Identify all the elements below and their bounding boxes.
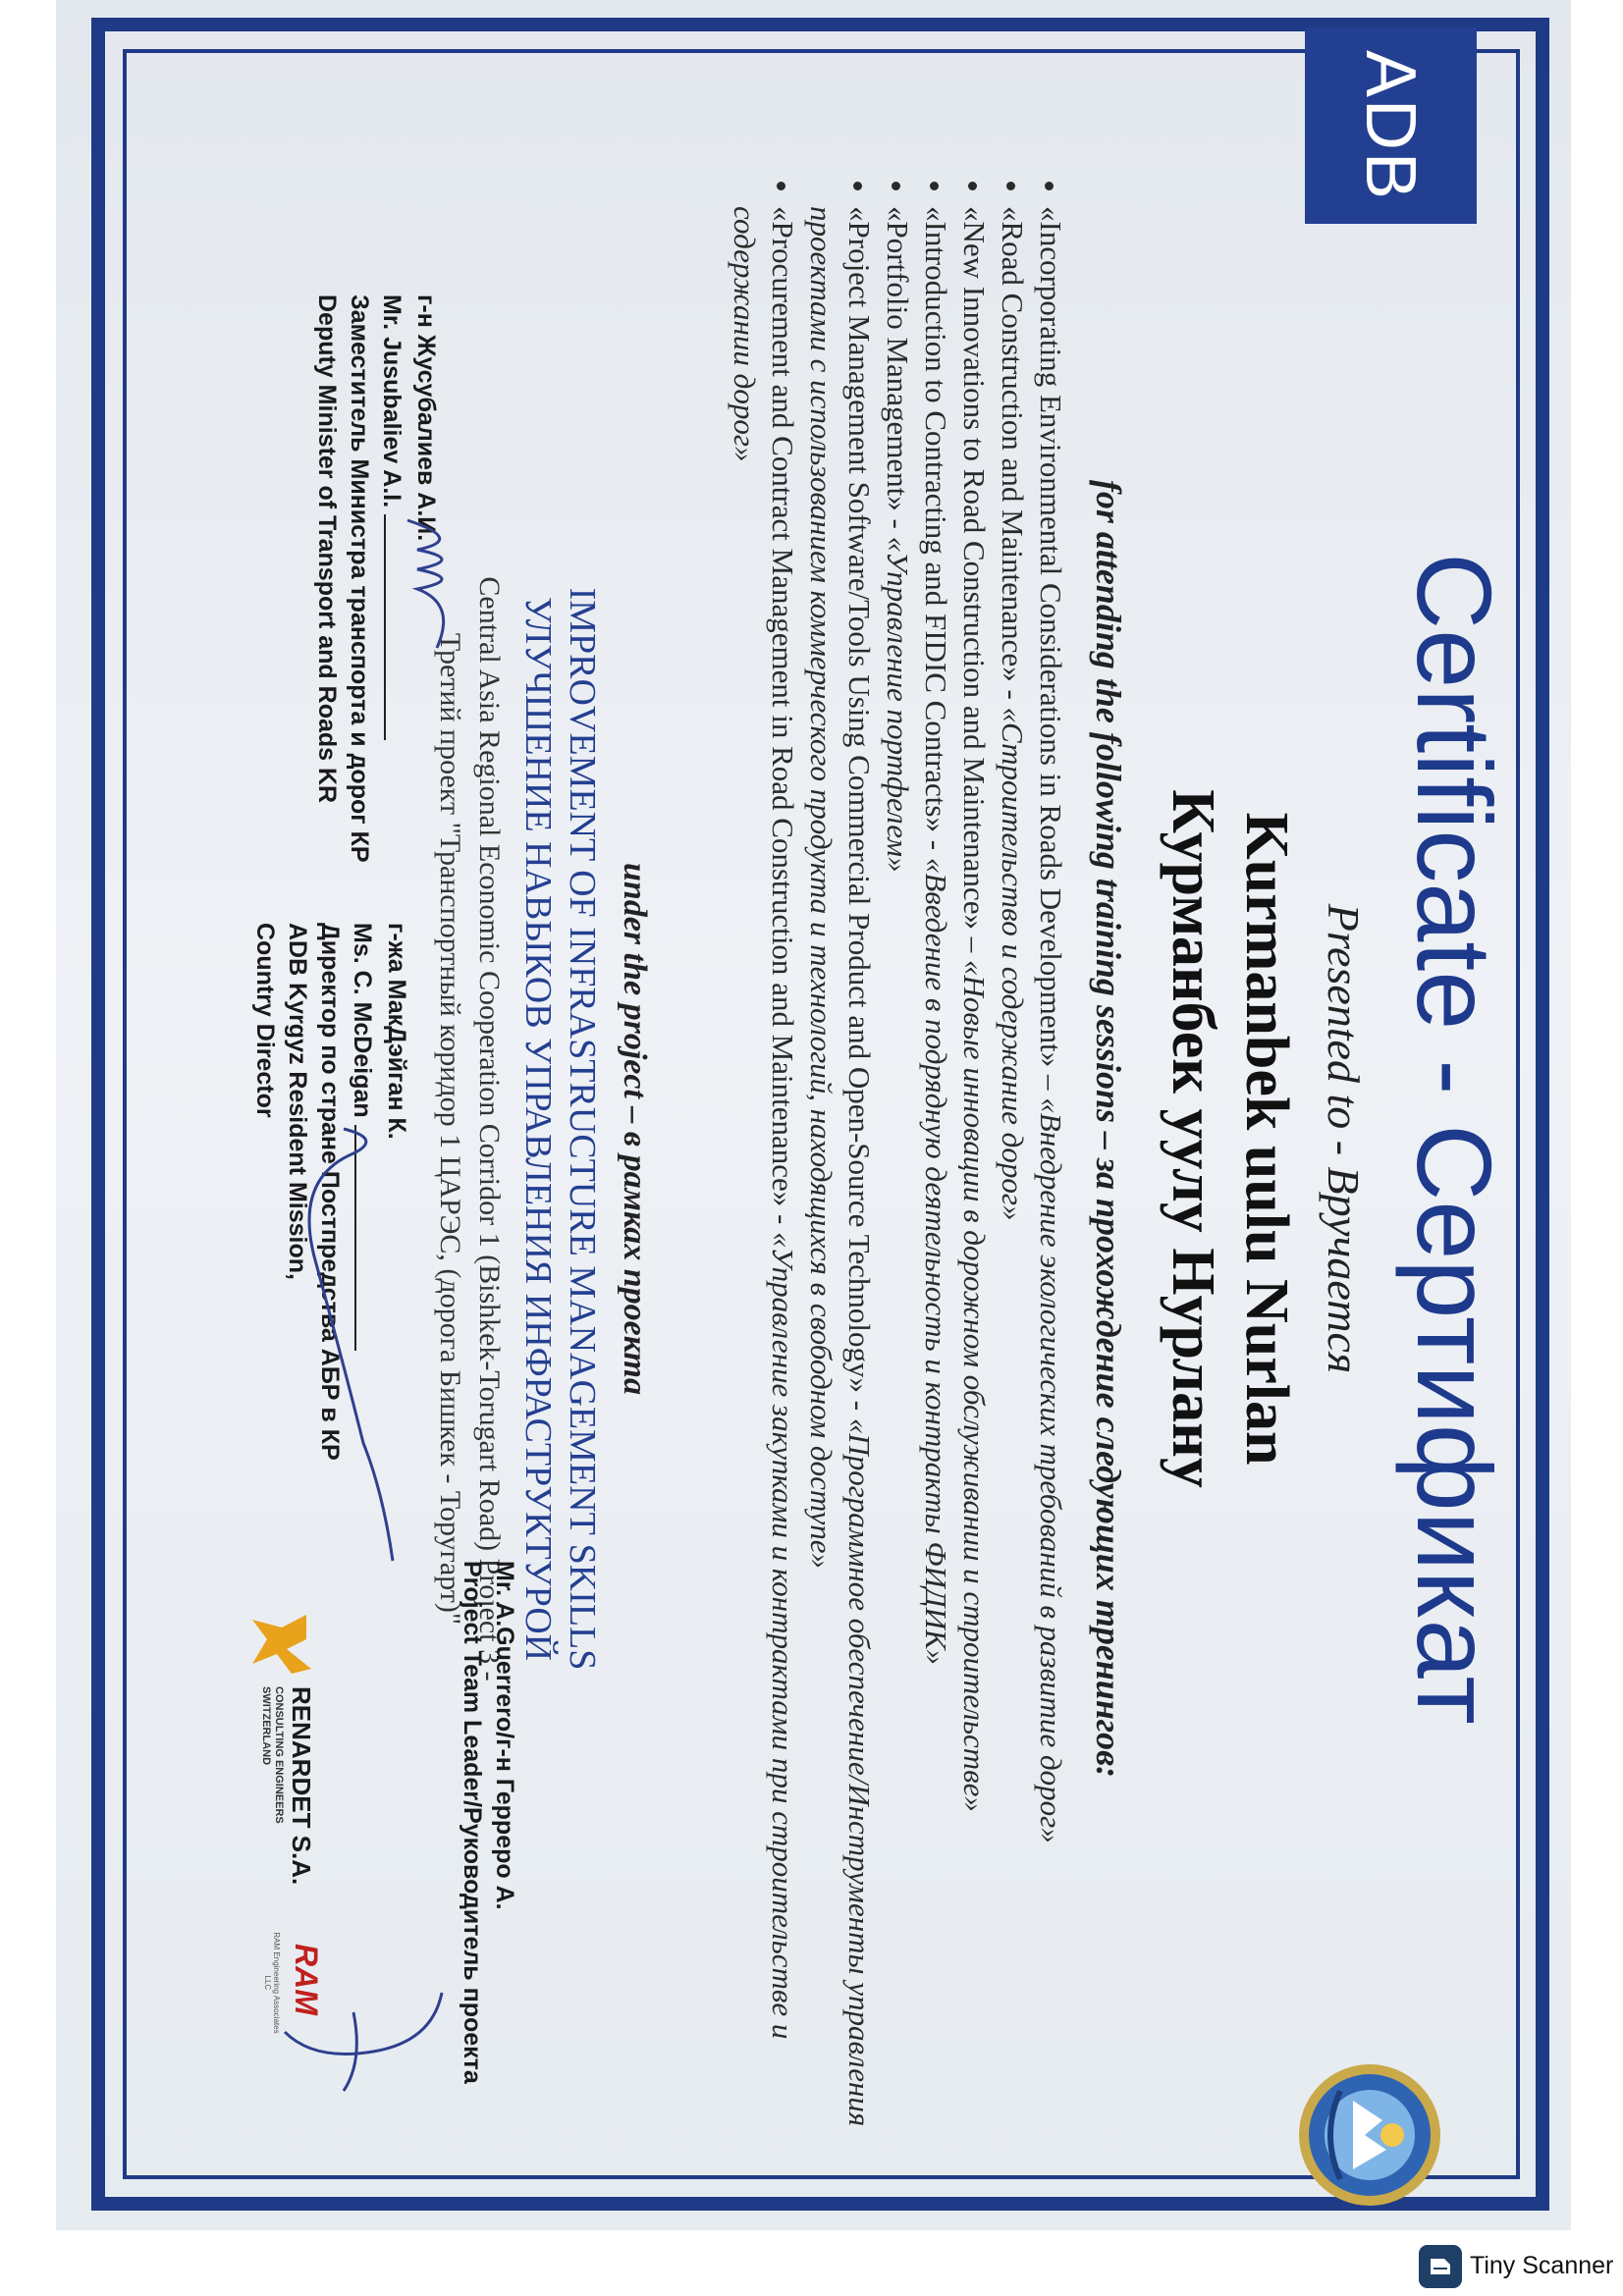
certificate xyxy=(56,0,1571,2230)
signatory-title-en: ADB Kyrgyz Resident Mission, xyxy=(284,923,311,1280)
signatory-title-en: Deputy Minister of Transport and Roads KR xyxy=(313,294,341,804)
signatory-name-en: Ms. C. McDeigan xyxy=(346,923,380,1551)
renardet-mark-icon xyxy=(247,1610,316,1679)
signatory-title: Project Team Leader/Руководитель проекта xyxy=(459,1561,486,2084)
training-session: • «Incorporating Environmental Considerations in Roads Development» – «Внедрение экологических требований в развитие дорог» xyxy=(1032,206,1070,2130)
ram-logo xyxy=(245,1924,324,2042)
recipient-name-en: Kurmanbek uulu Nurlan xyxy=(1233,812,1300,1466)
scanned-photo xyxy=(56,0,1571,2230)
ram-subtitle: RAM Engineering Associates LLC xyxy=(263,1932,281,2034)
training-intro: for attending the following training sessions – за прохождение следующих тренингов: xyxy=(1089,479,1128,1779)
signatory-name-ru: г-н Жусубалиев А.И. xyxy=(412,294,440,542)
tiny-scanner-watermark xyxy=(1419,2244,1623,2289)
kyrgyz-emblem-icon xyxy=(1296,2061,1443,2209)
signatory-title-en-2: Country Director xyxy=(251,923,279,1118)
project-title-ru: УЛУЧШЕНИЕ НАВЫКОВ УПРАВЛЕНИЯ ИНФРАСТРУКТУРОЙ xyxy=(517,596,559,1662)
training-session: • «Road Construction and Maintenance» - «Строительство и содержание дорог» xyxy=(994,206,1032,2130)
signature-jusubaliev xyxy=(388,510,476,658)
renardet-logo xyxy=(216,1610,324,1924)
corridor-line-ru: Третий проект "Транспортный коридор 1 ЦАРЭС, (дорога Бишкек - Торугарт)" xyxy=(434,632,466,1626)
training-session-list xyxy=(726,167,1070,2130)
ram-name: RAM xyxy=(289,1944,324,2015)
training-session: • «New Innovations to Road Construction and Maintenance» – «Новые инновации в дорожном обслуживании и строительстве» xyxy=(955,206,994,2130)
recipient-name-ru: Курманбек уулу Нурлану xyxy=(1160,789,1226,1488)
tiny-scanner-label: Tiny Scanner xyxy=(1470,2252,1614,2279)
signatory-name-en: Mr. Jusubaliev A.I. xyxy=(375,294,409,962)
adb-logo: ADB xyxy=(1305,27,1477,224)
signatory-title-ru: Директор по стране Постпредства АБР в КР xyxy=(316,923,344,1461)
renardet-name: RENARDET S.A. xyxy=(287,1686,316,1886)
signatory-title-ru: Заместитель Министра транспорта и дорог КР xyxy=(346,294,373,863)
training-session: • «Project Management Software/Tools Using Commercial Product and Open-Source Technology» - «Программное обеспечение/Инструменты управления проектами с использованием коммерческого продукта и технологий, находящихся в свободном доступе» xyxy=(802,206,879,2130)
training-session: • «Introduction to Contracting and FIDIC Contracts» - «Введение в подрядную деятельность и контракты ФИДИК» xyxy=(917,206,955,2130)
training-session: • «Procurement and Contract Management in Road Construction and Maintenance» - «Управление закупками и контрактами при строительстве и содержании дорог» xyxy=(726,206,802,2130)
tiny-scanner-icon xyxy=(1419,2245,1462,2288)
renardet-subtitle: CONSULTING ENGINEERS SWITZERLAND xyxy=(260,1686,285,1824)
presented-to: Presented to - Вручается xyxy=(1319,903,1369,1374)
corridor-line-en: Central Asia Regional Economic Cooperation Corridor 1 (Bishkek-Torugart Road) Project 3 - xyxy=(473,576,506,1682)
under-project: under the project – в рамках проекта xyxy=(617,863,653,1395)
signatory-name: Mr. A.Guerrero/г-н Герреро А. xyxy=(491,1561,518,1910)
project-title-en: IMPROVEMENT OF INFRASTRUCTURE MANAGEMENT SKILLS xyxy=(562,587,603,1671)
certificate-title: Certificate - Сертификат xyxy=(1395,553,1514,1725)
signature-mcdeigan xyxy=(275,1119,403,1571)
training-session: • «Portfolio Management» - «Управление портфелем» xyxy=(879,206,917,2130)
signatory-name-ru: г-жа МакДэйган К. xyxy=(383,923,410,1140)
